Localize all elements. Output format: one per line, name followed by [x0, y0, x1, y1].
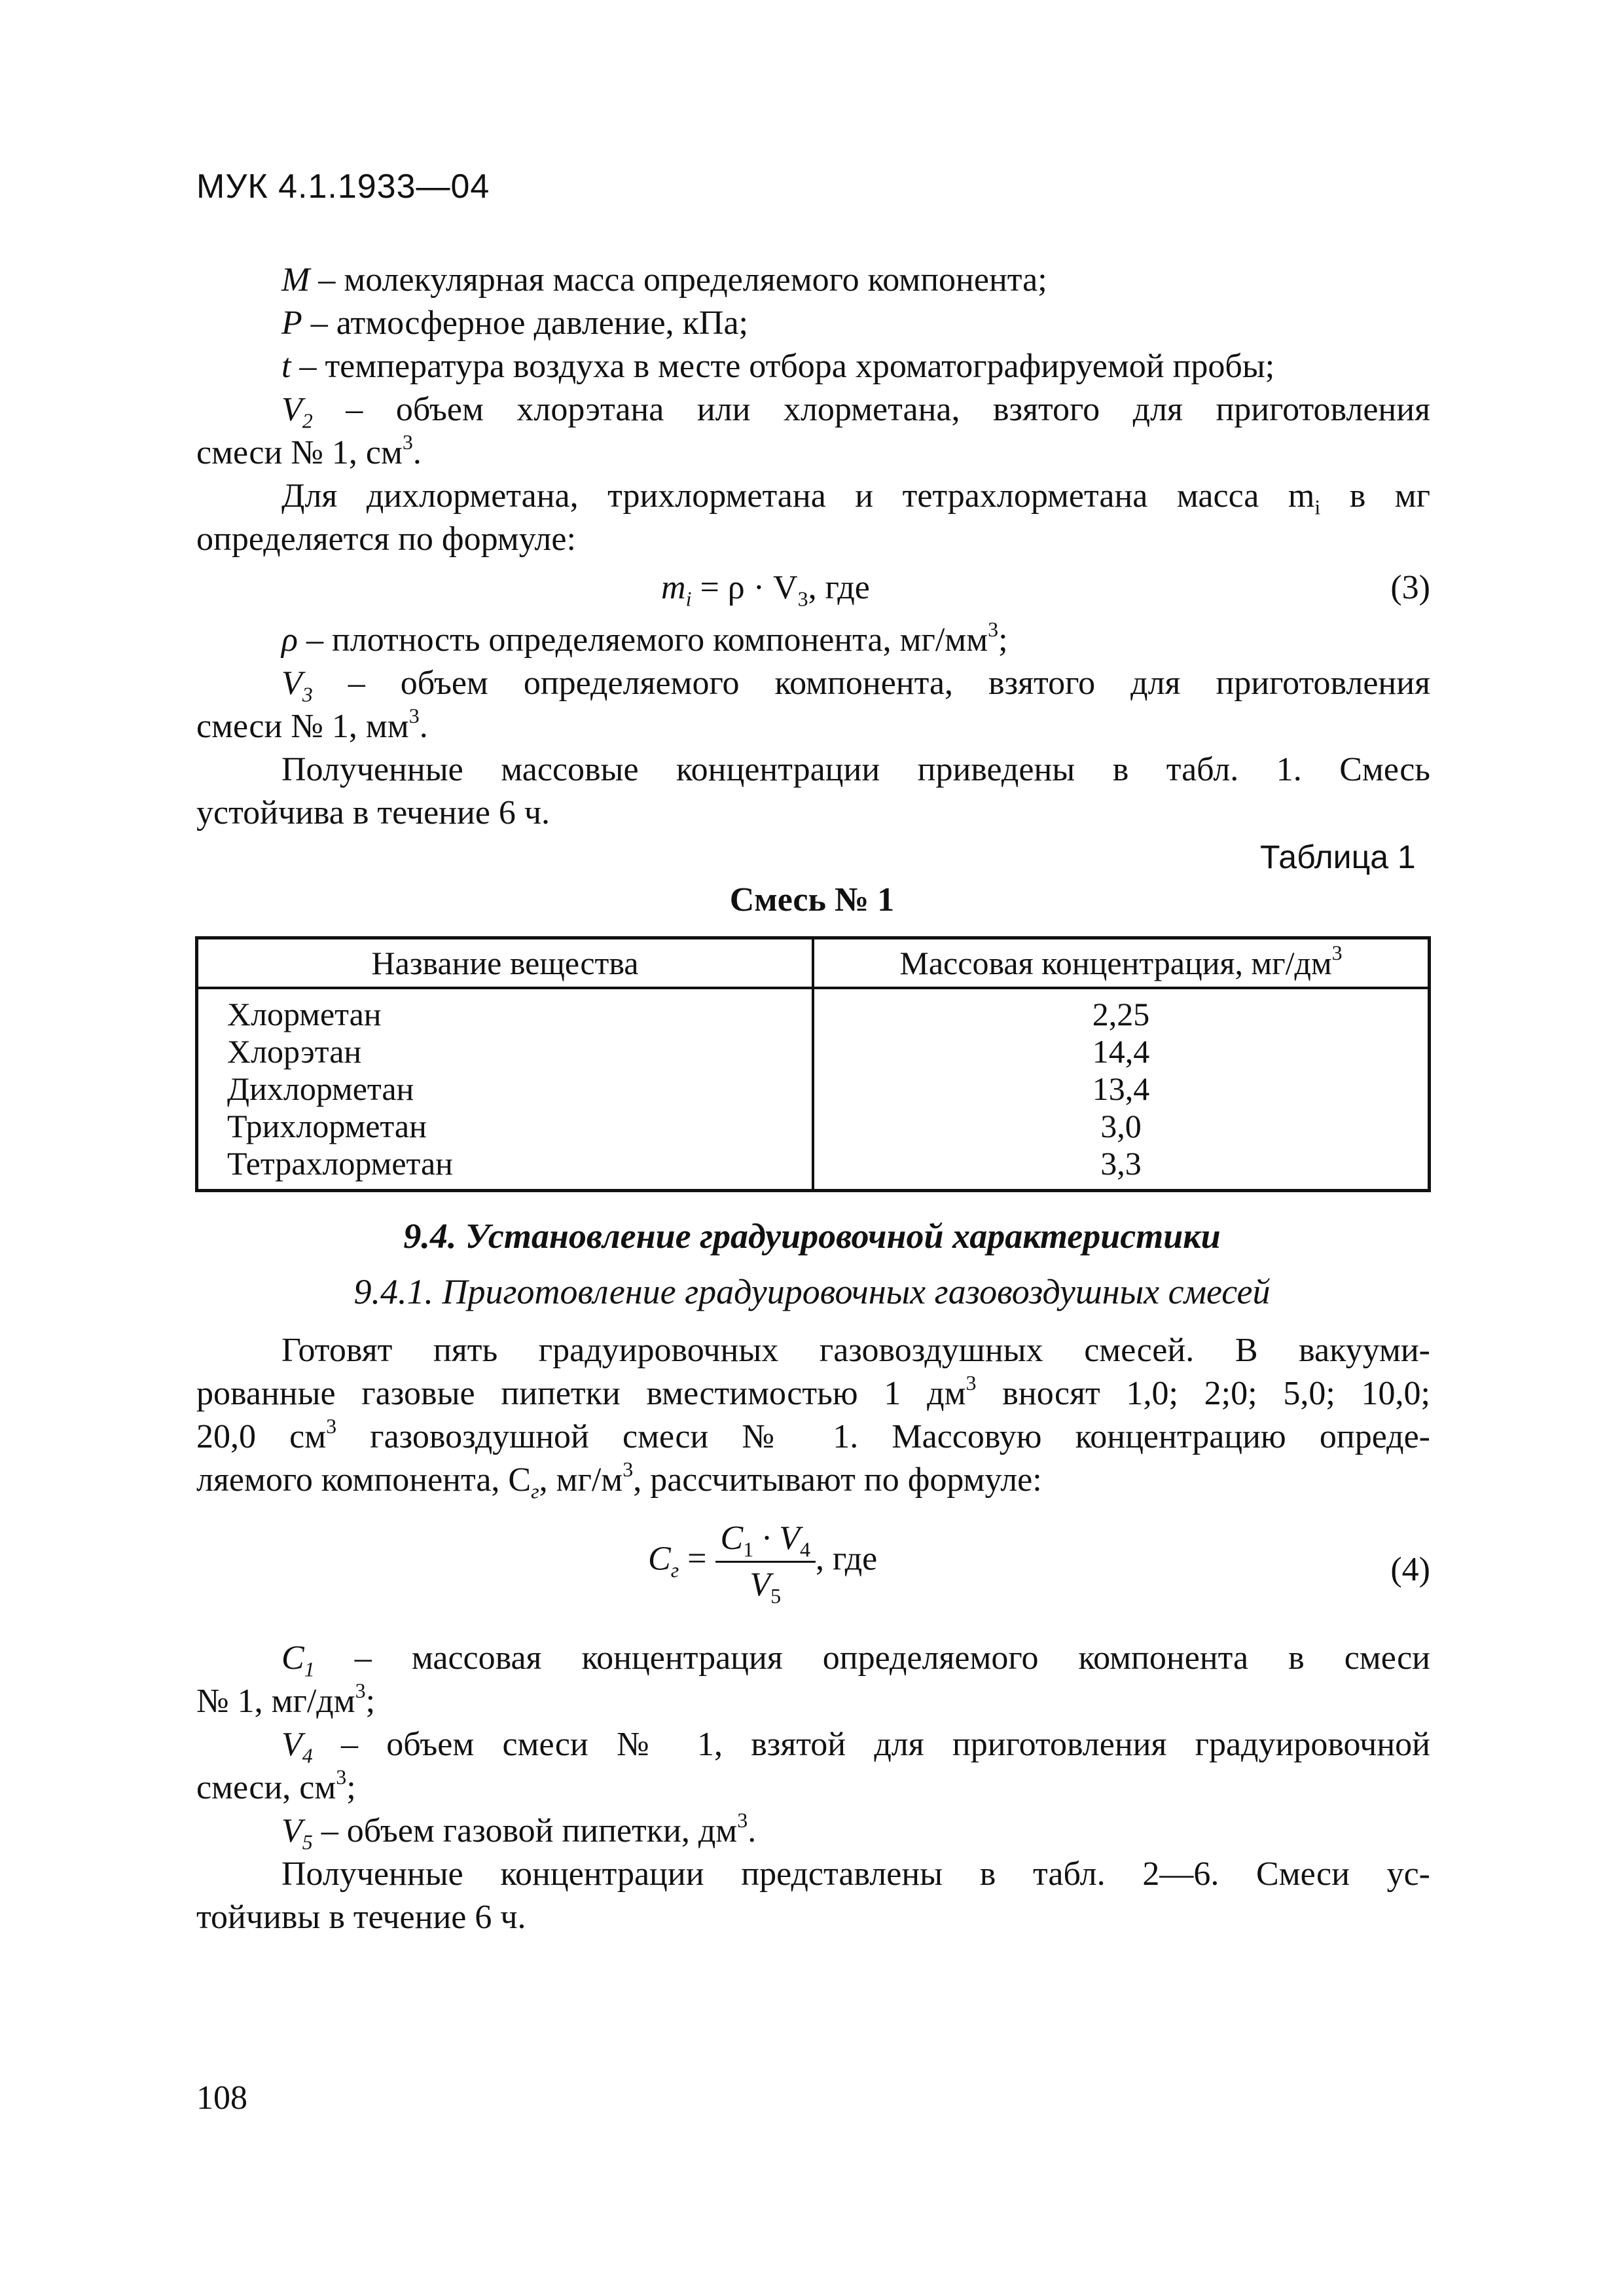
para-final-line2: тойчивы в течение 6 ч. [196, 1899, 526, 1936]
def-rho: ρ – плотность определяемого компонента, $мг/мм^3$; [281, 617, 1008, 659]
document-header: МУК 4.1.1933—04 [196, 168, 490, 206]
table-row: Хлорэтан 14,4 [197, 1033, 1430, 1070]
para-result-line2: устойчива в течение 6 ч. [196, 794, 550, 831]
page-number: 108 [196, 2079, 247, 2117]
para-result-line1: Полученные массовые концентрации приведены в табл. 1. Смесь [281, 751, 1430, 788]
formula-4: $C_г$ = $\frac{C_1 \cdot V_4}{V_5}$ , где [648, 1520, 878, 1608]
def-v2-line2: смеси № 1, $см^3$. [196, 429, 422, 471]
section-heading-9-4: 9.4. Установление градуировочной характеристики [403, 1216, 1221, 1256]
def-v4-line1: $V_4$ – объем смеси № 1, взятой для приготовления градуировочной [281, 1726, 1430, 1768]
def-m: M – молекулярная масса определяемого компонента; [281, 261, 1047, 299]
def-v3-line2: смеси № 1, $мм^3$. [196, 703, 428, 745]
formula-3-number: (3) [1390, 569, 1430, 606]
table-header-name: Название вещества [197, 938, 814, 989]
formula-4-number: (4) [1390, 1551, 1430, 1588]
table-row: Трихлорметан 3,0 [197, 1108, 1430, 1145]
def-t: t – температура воздуха в месте отбора хроматографируемой пробы; [281, 348, 1275, 385]
para-prep-line3: 20,0 $см^3$ газовоздушной смеси № 1. Массовую концентрацию опреде- [196, 1413, 1430, 1455]
para-prep-line4: ляемого компонента, $C_г$, $мг/м^3$, рассчитывают по формуле: [196, 1457, 1042, 1503]
def-v5: $V_5$ – объем газовой пипетки, $дм^3$. [281, 1808, 757, 1854]
table-mix-1 [195, 936, 1431, 1192]
para-prep-line2: рованные газовые пипетки вместимостью 1 $дм^3$ вносят 1,0; 2;0; 5,0; 10,0; [196, 1370, 1430, 1412]
def-v3-line1: $V_3$ – объем определяемого компонента, взятого для приготовления [281, 665, 1430, 706]
para-mass-line2: определяется по формуле: [196, 520, 576, 558]
table-row: Дихлорметан 13,4 [197, 1070, 1430, 1108]
section-heading-9-4-1: 9.4.1. Приготовление градуировочных газовоздушных смесей [353, 1272, 1271, 1311]
def-v4-line2: смеси, $см^3$; [196, 1764, 356, 1806]
formula-4-fraction: $\frac{C_1 \cdot V_4}{V_5}$ [715, 1519, 816, 1605]
para-mass-line1: Для дихлорметана, трихлорметана и тетрахлорметана масса $m_i$ в мг [281, 477, 1430, 519]
formula-3: $m_i = \rho \cdot V_3$, где [661, 569, 870, 611]
table-row: Хлорметан 2,25 [197, 988, 1430, 1033]
def-p: P – атмосферное давление, кПа; [281, 304, 748, 342]
def-c1-line2: № 1, $мг/дм^3$; [196, 1678, 376, 1720]
para-final-line1: Полученные концентрации представлены в табл. 2—6. Смеси ус- [281, 1855, 1430, 1893]
para-prep-line1: Готовят пять градуировочных газовоздушных смесей. В вакууми- [281, 1332, 1430, 1369]
table-label: Таблица 1 [1260, 839, 1416, 875]
def-v2-line1: $V_2$ – объем хлорэтана или хлорметана, взятого для приготовления [281, 391, 1430, 433]
table-title: Смесь № 1 [729, 881, 895, 919]
def-c1-line1: $C_1$ – массовая концентрация определяемого компонента в смеси [281, 1639, 1430, 1681]
table-row: Тетрахлорметан 3,3 [197, 1145, 1430, 1191]
table-header-concentration: Массовая концентрация, $мг/дм^3$ [813, 938, 1430, 989]
